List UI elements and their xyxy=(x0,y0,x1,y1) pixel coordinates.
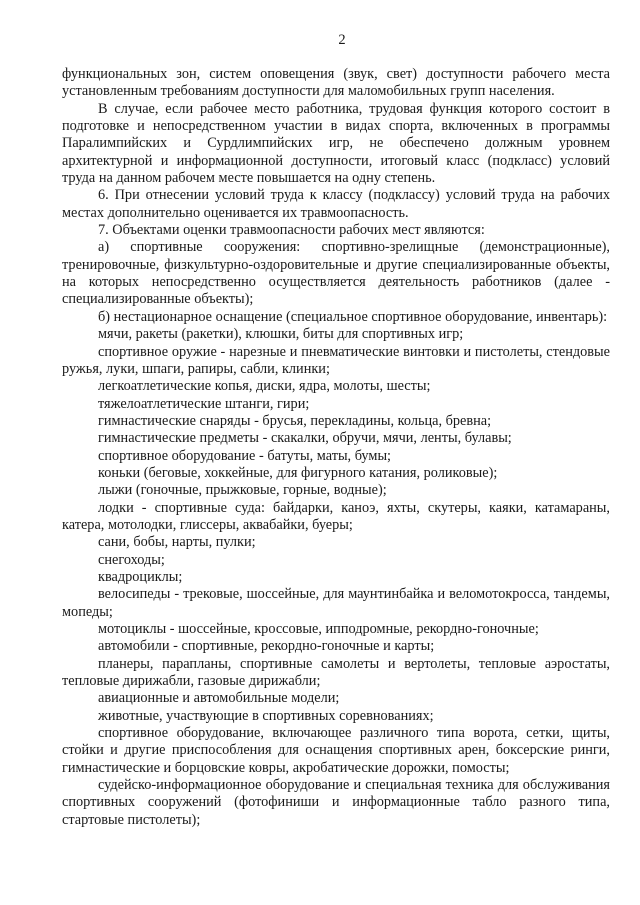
paragraph: 6. При отнесении условий труда к классу (подклассу) условий труда на рабочих местах дополнительно оценивается их травмоопасность. xyxy=(62,187,610,221)
paragraph: животные, участвующие в спортивных соревнованиях; xyxy=(98,707,434,724)
paragraph: спортивное оборудование - батуты, маты, бумы; xyxy=(98,447,392,464)
paragraph: мотоциклы - шоссейные, кроссовые, ипподромные, рекордно-гоночные; xyxy=(98,621,539,637)
paragraph: В случае, если рабочее место работника, трудовая функция которого состоит в подготовке и непосредственном участии в видах спорта, включенных в программы Паралимпийских и Сурдлимпийских игр, не обеспечено должным уровнем архитектурной и информационной доступности, итоговый класс (подкласс) условий труда на данном рабочем месте повышается на одну степень. xyxy=(62,100,610,187)
paragraph: квадроциклы; xyxy=(98,568,183,585)
paragraph: 7. Объектами оценки травмоопасности рабочих мест являются: xyxy=(98,222,485,239)
paragraph: велосипеды - трековые, шоссейные, для маунтинбайка и веломотокросса, тандемы, мопеды; xyxy=(62,586,610,620)
paragraph: а) спортивные сооружения: спортивно-зрелищные (демонстрационные), тренировочные, физкультурно-оздоровительные и другие специализированные объекты, на которых непосредственно осуществляется деятельность работников (далее - специализированные объекты); xyxy=(62,239,610,308)
paragraph: спортивное оружие - нарезные и пневматические винтовки и пистолеты, стендовые ружья, луки, шпаги, рапиры, сабли, клинки; xyxy=(62,343,610,377)
paragraph: легкоатлетические копья, диски, ядра, молоты, шесты; xyxy=(98,378,431,395)
paragraph: снегоходы; xyxy=(98,551,165,568)
paragraph: лодки - спортивные суда: байдарки, каноэ, яхты, скутеры, каяки, катамараны, катера, мотолодки, глиссеры, аквабайки, буеры; xyxy=(62,499,610,533)
paragraph: б) нестационарное оснащение (специальное спортивное оборудование, инвентарь): xyxy=(98,308,608,325)
paragraph: гимнастические снаряды - брусья, перекладины, кольца, бревна; xyxy=(98,412,492,429)
paragraph: мячи, ракеты (ракетки), клюшки, биты для спортивных игр; xyxy=(98,326,464,343)
paragraph: гимнастические предметы - скакалки, обручи, мячи, ленты, булавы; xyxy=(98,430,512,447)
paragraph: авиационные и автомобильные модели; xyxy=(98,690,340,707)
paragraph: функциональных зон, систем оповещения (звук, свет) доступности рабочего места установленным требованиям доступности для маломобильных групп населения. xyxy=(62,66,610,100)
paragraph: планеры, парапланы, спортивные самолеты и вертолеты, тепловые аэростаты, тепловые дирижабли, газовые дирижабли; xyxy=(62,655,610,690)
paragraph: тяжелоатлетические штанги, гири; xyxy=(98,395,310,412)
paragraph: коньки (беговые, хоккейные, для фигурного катания, роликовые); xyxy=(98,464,498,481)
paragraph: судейско-информационное оборудование и специальная техника для обслуживания спортивных сооружений (фотофиниши и информационные табло разного типа, стартовые пистолеты); xyxy=(62,777,610,828)
paragraph: автомобили - спортивные, рекордно-гоночные и карты; xyxy=(98,638,435,655)
document-body xyxy=(62,66,610,829)
page-number: 2 xyxy=(338,32,346,48)
paragraph: лыжи (гоночные, прыжковые, горные, водные); xyxy=(98,482,387,499)
paragraph: спортивное оборудование, включающее различного типа ворота, сетки, щиты, стойки и другие приспособления для оснащения спортивных арен, боксерские ринги, гимнастические и борцовские ковры, акробатические дорожки, помосты; xyxy=(62,725,610,776)
paragraph: сани, бобы, нарты, пулки; xyxy=(98,534,256,551)
